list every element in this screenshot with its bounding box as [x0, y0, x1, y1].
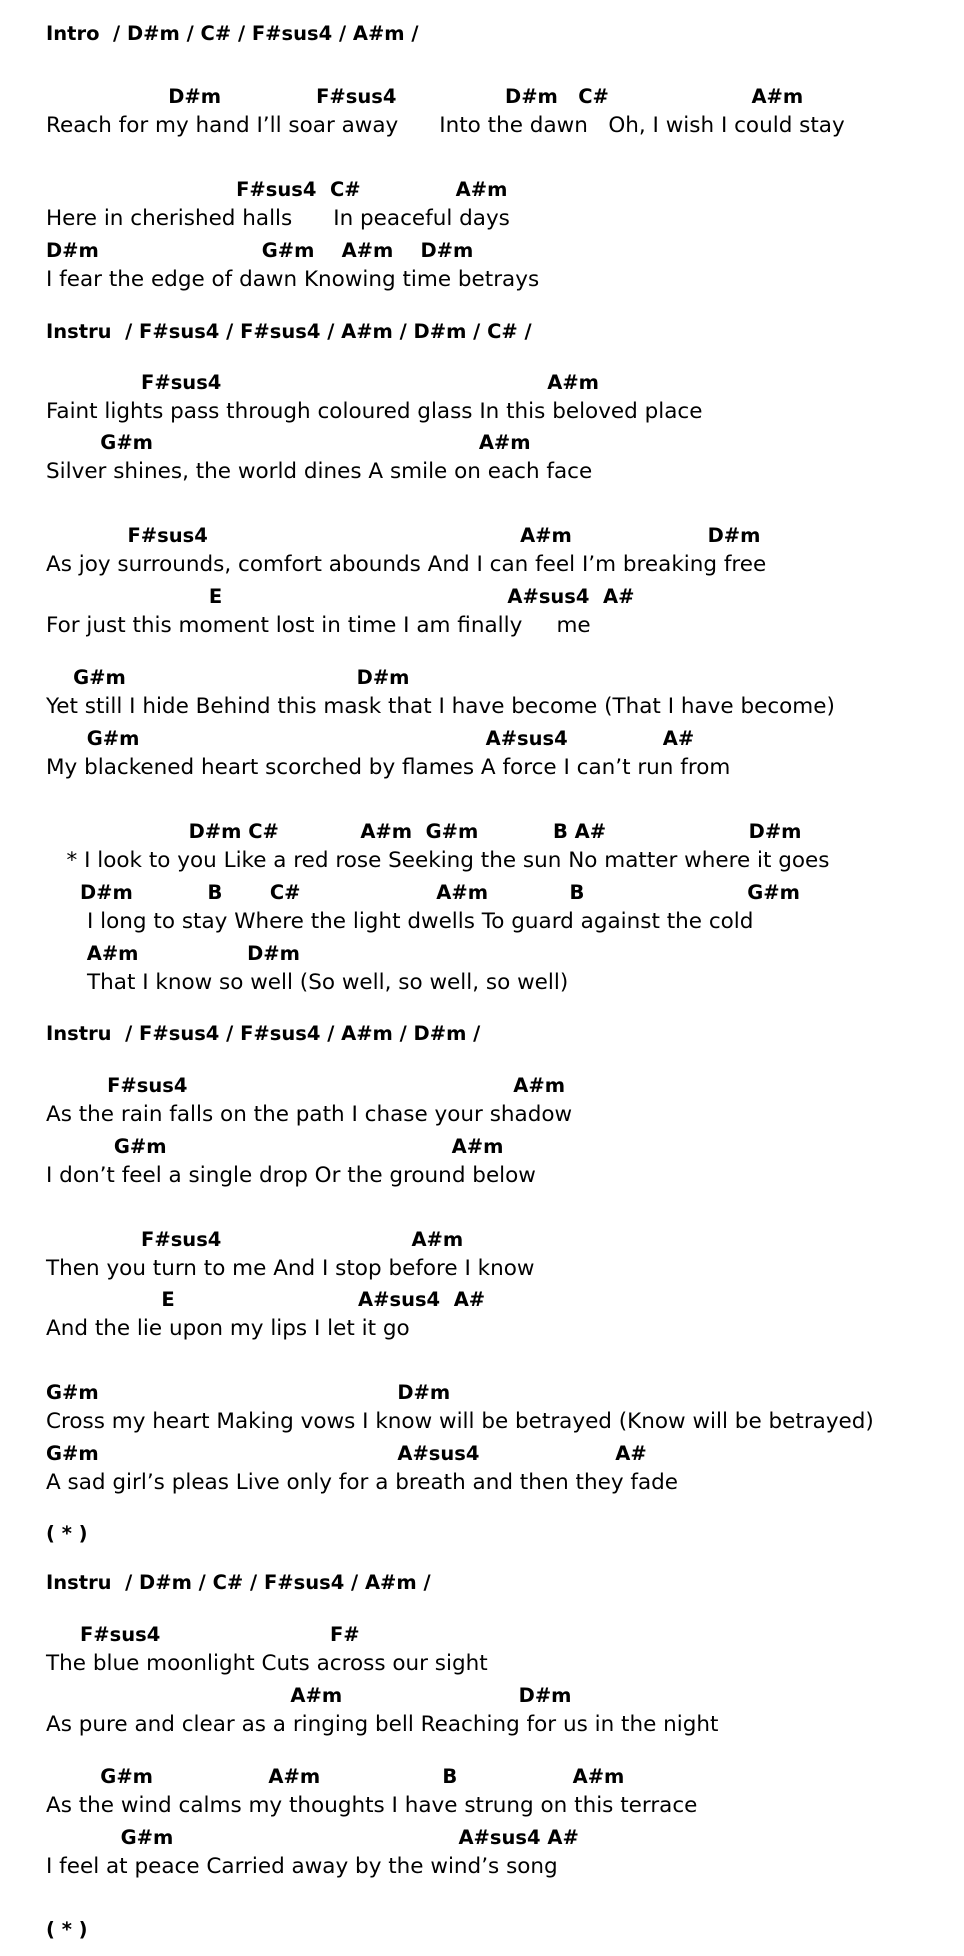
- lyric-line: That I know so well (So well, so well, so well): [46, 970, 569, 995]
- lyric-line: My blackened heart scorched by flames A force I can’t run from: [46, 755, 731, 780]
- intro-section-line: Intro / D#m / C# / F#sus4 / A#m /: [46, 22, 419, 45]
- lyric-line: I fear the edge of dawn Knowing time betrays: [46, 267, 540, 292]
- chord-line: G#m A#m: [46, 1135, 504, 1158]
- lyric-line: I don’t feel a single drop Or the ground below: [46, 1163, 536, 1188]
- chord-line: F#sus4 C# A#m: [46, 178, 508, 201]
- instru-section-line: Instru / D#m / C# / F#sus4 / A#m /: [46, 1571, 431, 1594]
- chord-line: E A#sus4 A#: [46, 585, 635, 608]
- lyric-line: As the wind calms my thoughts I have strung on this terrace: [46, 1793, 698, 1818]
- chorus-repeat-marker: ( * ): [46, 1918, 88, 1941]
- chord-line: G#m A#sus4 A#: [46, 1826, 579, 1849]
- chord-line: G#m D#m: [46, 666, 410, 689]
- chord-line: F#sus4 F#: [46, 1623, 360, 1646]
- chord-line: G#m A#m: [46, 431, 531, 454]
- lyric-line: Silver shines, the world dines A smile on each face: [46, 459, 593, 484]
- lyric-line: A sad girl’s pleas Live only for a breath and then they fade: [46, 1470, 679, 1495]
- chorus-repeat-marker: ( * ): [46, 1522, 88, 1545]
- chord-line: D#m B C# A#m B G#m: [46, 881, 800, 904]
- chord-line: E A#sus4 A#: [46, 1288, 486, 1311]
- instru-section-line: Instru / F#sus4 / F#sus4 / A#m / D#m /: [46, 1022, 481, 1045]
- lyric-line: Reach for my hand I’ll soar away Into the dawn Oh, I wish I could stay: [46, 113, 845, 138]
- lyric-line: Here in cherished halls In peaceful days: [46, 206, 510, 231]
- lyric-line: As pure and clear as a ringing bell Reaching for us in the night: [46, 1712, 719, 1737]
- chord-line: D#m G#m A#m D#m: [46, 239, 474, 262]
- lyric-line: Yet still I hide Behind this mask that I have become (That I have become): [46, 694, 835, 719]
- chord-line: F#sus4 A#m D#m: [46, 524, 761, 547]
- chord-line: G#m A#sus4 A#: [46, 1442, 647, 1465]
- lyric-line: For just this moment lost in time I am finally me: [46, 613, 591, 638]
- lyric-line: Then you turn to me And I stop before I know: [46, 1256, 535, 1281]
- chord-line: F#sus4 A#m: [46, 371, 599, 394]
- chord-line: G#m D#m: [46, 1381, 451, 1404]
- lyric-line: As the rain falls on the path I chase your shadow: [46, 1102, 573, 1127]
- lyric-line: I feel at peace Carried away by the wind’s song: [46, 1854, 558, 1879]
- instru-section-line: Instru / F#sus4 / F#sus4 / A#m / D#m / C# /: [46, 320, 532, 343]
- chord-line: A#m D#m: [46, 942, 300, 965]
- chord-line: D#m C# A#m G#m B A# D#m: [46, 820, 802, 843]
- lyric-line: I long to stay Where the light dwells To guard against the cold: [46, 909, 754, 934]
- lyric-line: The blue moonlight Cuts across our sight: [46, 1651, 488, 1676]
- chord-line: G#m A#m B A#m: [46, 1765, 625, 1788]
- chord-line: D#m F#sus4 D#m C# A#m: [46, 85, 804, 108]
- lyric-line: Cross my heart Making vows I know will be betrayed (Know will be betrayed): [46, 1409, 874, 1434]
- chord-line: G#m A#sus4 A#: [46, 727, 695, 750]
- chord-line: F#sus4 A#m: [46, 1074, 566, 1097]
- chord-line: F#sus4 A#m: [46, 1228, 464, 1251]
- lyric-line: As joy surrounds, comfort abounds And I can feel I’m breaking free: [46, 552, 767, 577]
- lyric-line: Faint lights pass through coloured glass In this beloved place: [46, 399, 703, 424]
- lyric-line: And the lie upon my lips I let it go: [46, 1316, 410, 1341]
- chord-line: A#m D#m: [46, 1684, 572, 1707]
- lyric-line: * I look to you Like a red rose Seeking the sun No matter where it goes: [46, 848, 830, 873]
